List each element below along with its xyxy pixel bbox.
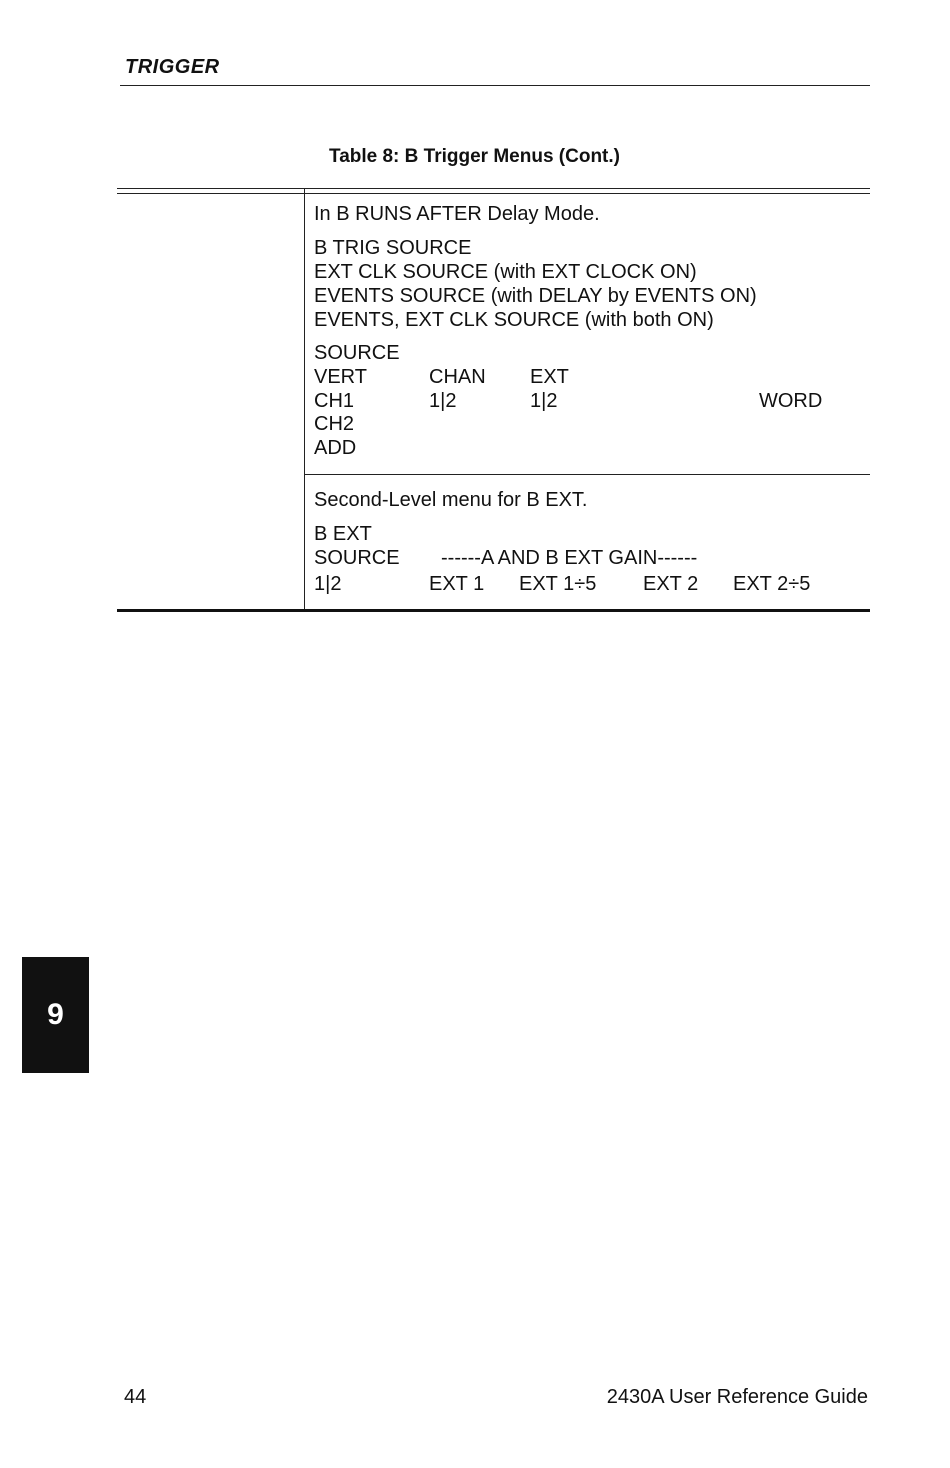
row2-label: SOURCE — [314, 547, 400, 569]
table-column-divider — [304, 188, 305, 609]
page-number: 44 — [124, 1386, 147, 1408]
table-caption: Table 8: B Trigger Menus (Cont.) — [329, 146, 620, 167]
header-rule — [120, 85, 870, 86]
row2-option: EXT 1÷5 — [519, 573, 597, 595]
table-top-rule-inner — [117, 193, 870, 194]
row1-vert-item: ADD — [314, 437, 357, 459]
row1-vert-item: CH2 — [314, 413, 355, 435]
row2-option: EXT 1 — [429, 573, 485, 595]
row1-intro: In B RUNS AFTER Delay Mode. — [314, 203, 600, 225]
row1-menu-line: EXT CLK SOURCE (with EXT CLOCK ON) — [314, 261, 697, 283]
row1-chan-value: 1|2 — [429, 390, 457, 412]
row2-source-value: 1|2 — [314, 573, 342, 595]
row1-vert-item: CH1 — [314, 390, 355, 412]
row2-option: EXT 2÷5 — [733, 573, 811, 595]
section-header: TRIGGER — [125, 56, 220, 78]
table-row-divider — [304, 474, 870, 475]
guide-title: 2430A User Reference Guide — [606, 1386, 868, 1408]
row1-menu-line: EVENTS SOURCE (with DELAY by EVENTS ON) — [314, 285, 757, 307]
table-top-rule — [117, 188, 870, 189]
row1-menu-line: B TRIG SOURCE — [314, 237, 472, 259]
row2-option: EXT 2 — [643, 573, 699, 595]
row2-gain-heading: ------A AND B EXT GAIN------ — [441, 547, 698, 569]
row1-source-heading: SOURCE — [314, 342, 400, 364]
row2-label: B EXT — [314, 523, 372, 545]
chapter-tab-marker: 9 — [22, 957, 89, 1073]
row1-ext-value: 1|2 — [530, 390, 558, 412]
row2-intro: Second-Level menu for B EXT. — [314, 489, 588, 511]
table-bottom-rule — [117, 609, 870, 612]
row1-chan-heading: CHAN — [429, 366, 486, 388]
row1-ext-heading: EXT — [530, 366, 569, 388]
row1-word: WORD — [759, 390, 823, 412]
row1-vert-item: VERT — [314, 366, 367, 388]
row1-menu-line: EVENTS, EXT CLK SOURCE (with both ON) — [314, 309, 714, 331]
